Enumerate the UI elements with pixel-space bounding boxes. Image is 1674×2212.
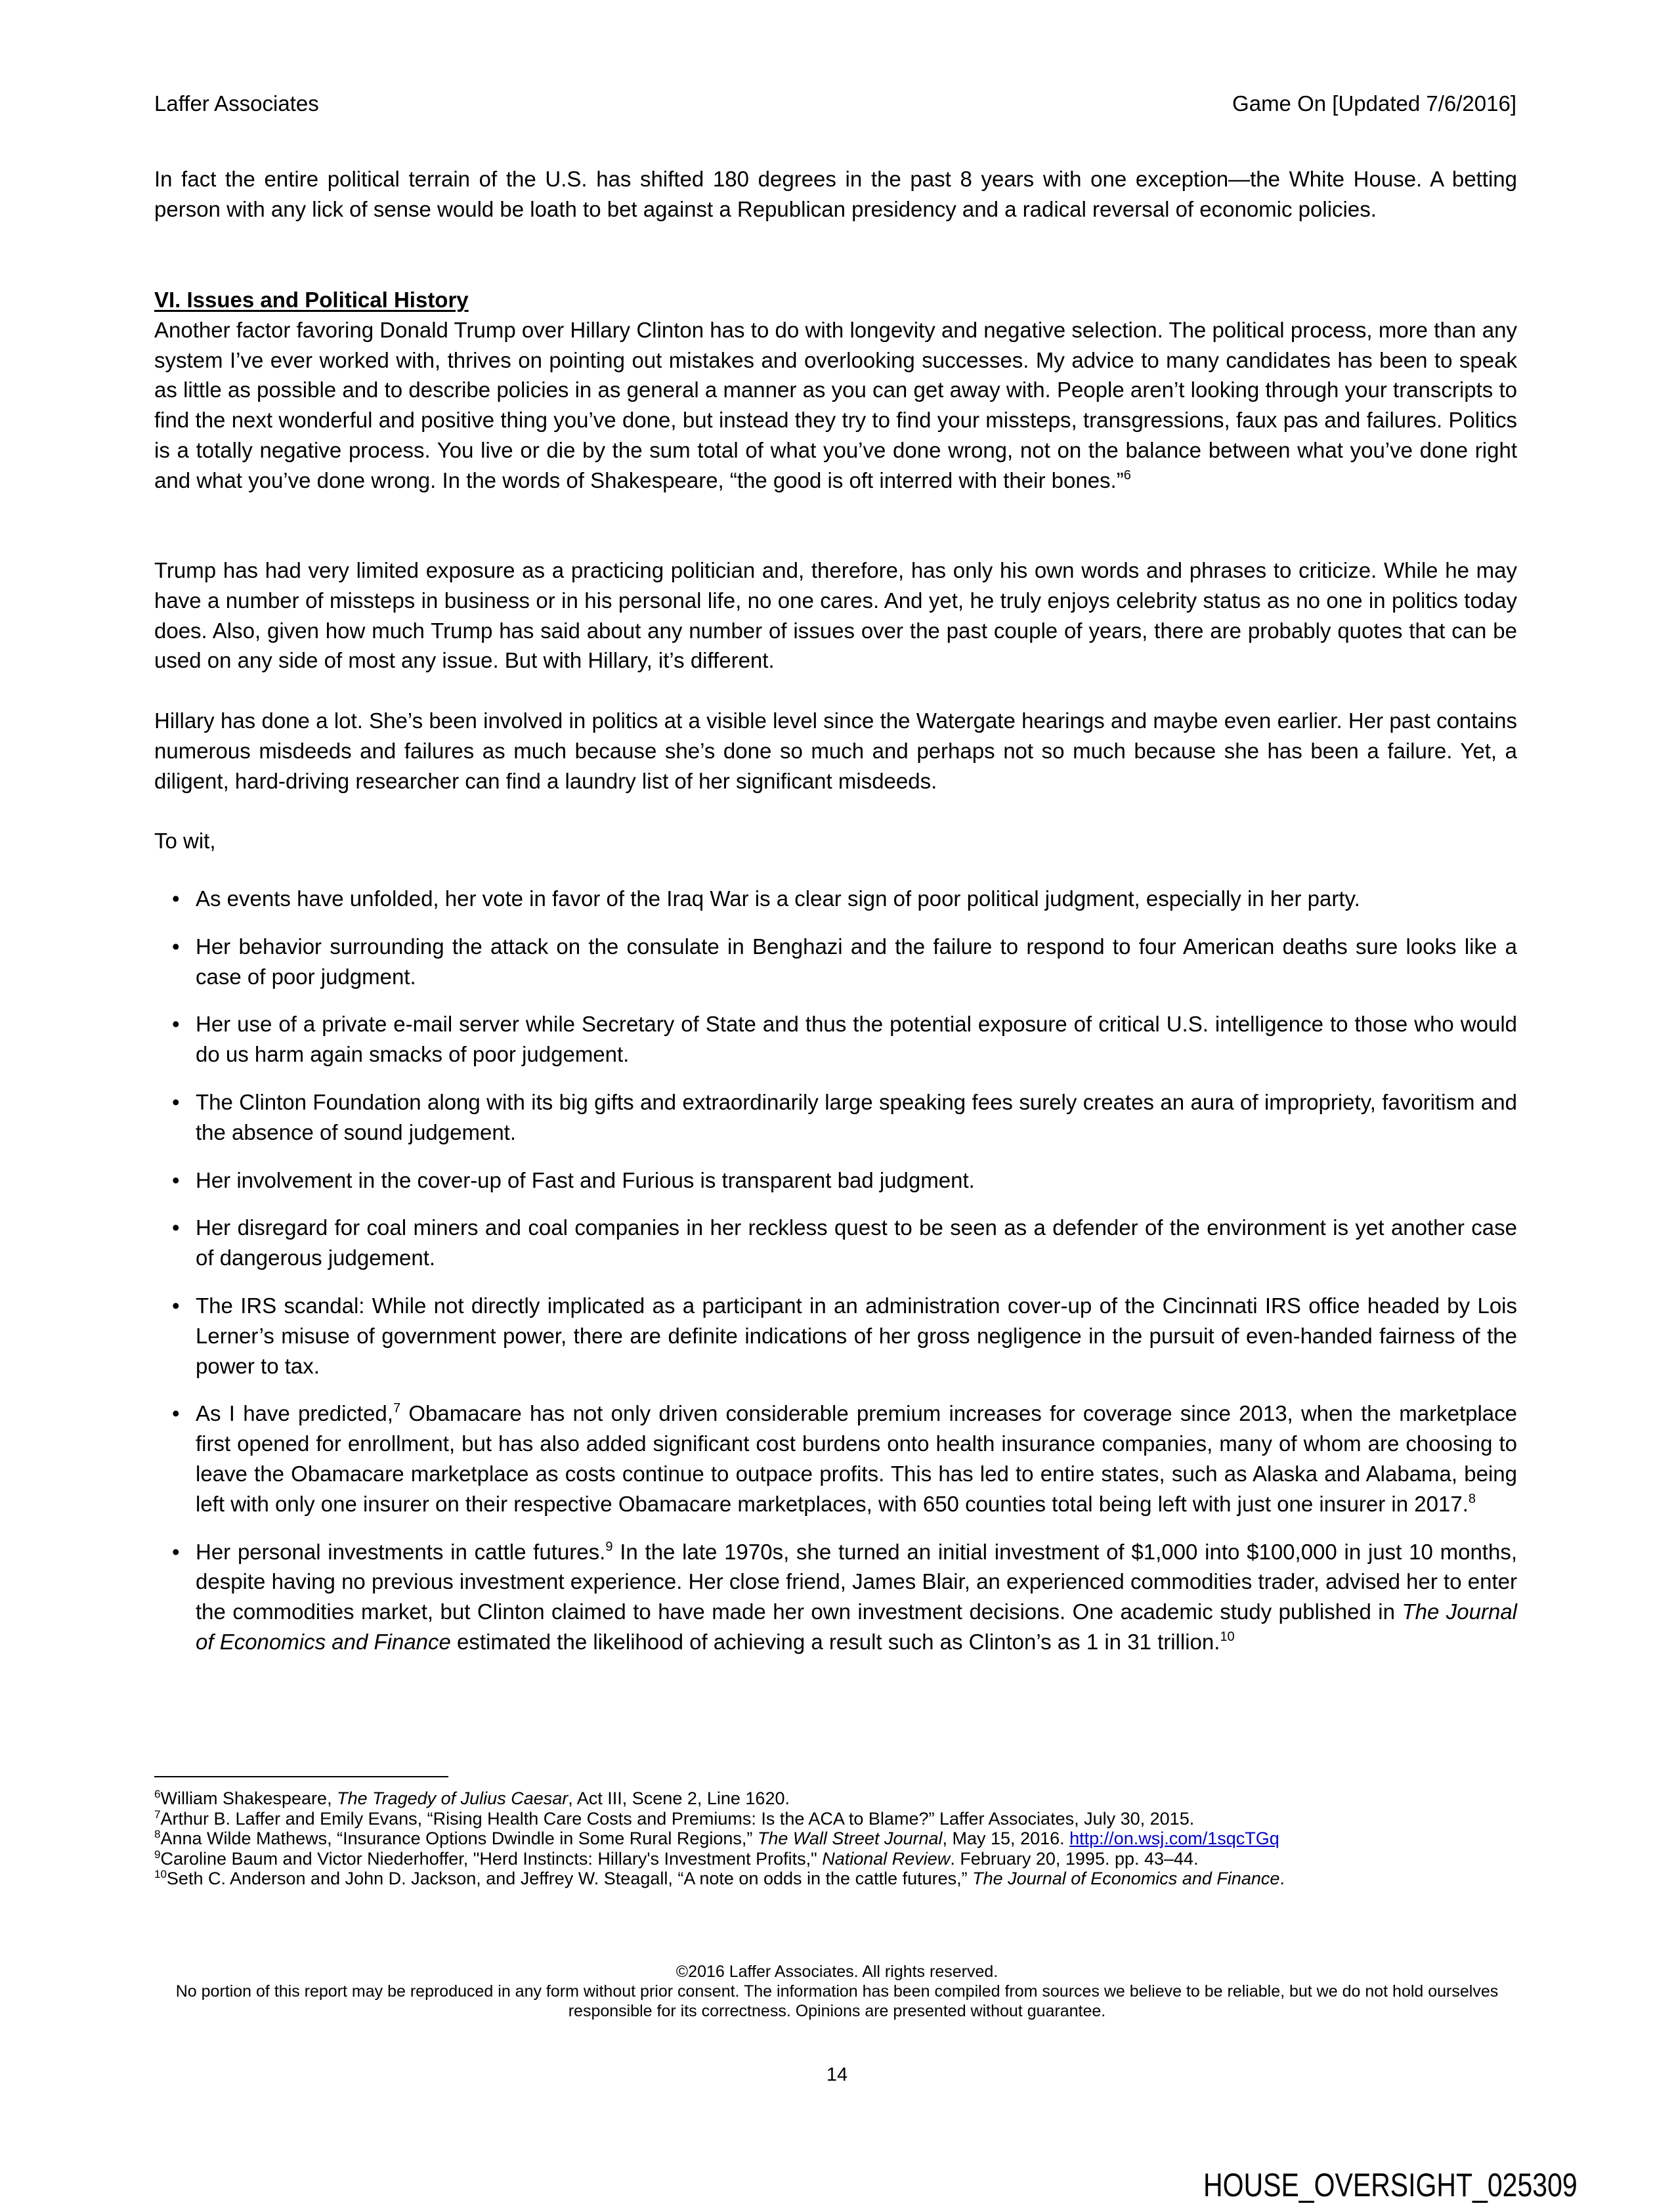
list-item — [154, 1087, 1517, 1148]
bullet-dot-icon: • — [172, 1089, 180, 1114]
page-footer — [0, 1962, 1674, 2021]
footnote-text: William Shakespeare, — [160, 1789, 337, 1808]
list-item-text: In the late 1970s, she turned an initial investment of $1,000 into $100,000 in just 10 months, despite having no previous investment experience. Her close friend, James Blair, an experienced commodities trader, advised her to enter the commodities market, but Clinton claimed to have made her own investment decisions. One academic study published in — [196, 1539, 1517, 1624]
paragraph-longevity — [154, 315, 1517, 496]
footnote-6 — [154, 1789, 1517, 1809]
section-issues-political-history — [154, 285, 1517, 496]
paragraph-longevity-text: Another factor favoring Donald Trump over Hillary Clinton has to do with longevity and negative selection. The political process, more than any system I’ve ever worked with, thrives on pointing out mistakes and overlooking successes. My advice to many candidates has been to speak as little as possible and to describe policies in as general a manner as you can get away with. People aren’t looking through your transcripts to find the next wonderful and positive thing you’ve done, but instead they try to find your missteps, transgressions, faux pas and failures. Politics is a totally negative process. You live or die by the sum total of what you’ve done wrong, not on the balance between what you’ve done right and what you’ve done wrong. In the words of Shakespeare, “the good is oft interred with their bones.” — [154, 317, 1517, 492]
bullet-dot-icon: • — [172, 1167, 180, 1192]
paragraph-trump-exposure-text: Trump has had very limited exposure as a practicing politician and, therefore, has only his own words and phrases to criticize. While he may have a number of missteps in business or in his personal life, no one cares. And yet, he truly enjoys celebrity status as no one in politics today does. Also, given how much Trump has said about any number of issues over the past couple of years, there are probably quotes that can be used on any side of most any issue. But with Hillary, it’s different. — [154, 558, 1517, 673]
list-item-text: estimated the likelihood of achieving a result such as Clinton’s as 1 in 31 trillion. — [450, 1629, 1220, 1654]
footnote-text: Caroline Baum and Victor Niederhoffer, "Herd Instincts: Hillary's Investment Profits," — [160, 1848, 823, 1869]
footnote-italic: The Tragedy of Julius Caesar — [337, 1789, 569, 1808]
footnote-text: . February 20, 1995. pp. 43–44. — [950, 1848, 1199, 1869]
footnote-italic: National Review — [822, 1848, 951, 1869]
bullet-dot-icon: • — [172, 934, 180, 959]
footnote-text: Seth C. Anderson and John D. Jackson, and Jeffrey W. Steagall, “A note on odds in the cattle futures,” — [166, 1869, 973, 1888]
intro-paragraph — [154, 164, 1517, 225]
footnote-ref-6[interactable]: 6 — [1123, 467, 1131, 483]
footnote-number: 8 — [154, 1828, 161, 1840]
list-item — [154, 1009, 1517, 1070]
page-number: 14 — [826, 2064, 848, 2085]
paragraph-hillary-record-text: Hillary has done a lot. She’s been involved in politics at a visible level since the Watergate hearings and maybe even earlier. Her past contains numerous misdeeds and failures as much because she’s done so much and perhaps not so much because she has been a failure. Yet, a diligent, hard-driving researcher can find a laundry list of her significant misdeeds. — [154, 708, 1517, 793]
list-item — [154, 884, 1517, 914]
list-item-text: Her disregard for coal miners and coal companies in her reckless quest to be seen as a defender of the environment is yet another case of dangerous judgement. — [196, 1215, 1517, 1270]
list-item-text: Her personal investments in cattle futures. — [196, 1539, 606, 1564]
header-company: Laffer Associates — [154, 91, 319, 116]
footnote-ref-9[interactable]: 9 — [605, 1539, 613, 1554]
bates-number: HOUSE_OVERSIGHT_025309 — [1203, 2167, 1577, 2203]
footnote-10 — [154, 1869, 1517, 1889]
journal-title: The Journal of Economics and Finance — [196, 1599, 1517, 1654]
footnote-ref-7[interactable]: 7 — [393, 1401, 401, 1416]
footnote-italic: The Journal of Economics and Finance — [972, 1869, 1280, 1888]
footnote-text: , Act III, Scene 2, Line 1620. — [568, 1789, 790, 1808]
section-heading: VI. Issues and Political History — [154, 288, 469, 312]
footnote-italic: The Wall Street Journal — [757, 1829, 943, 1848]
bullet-dot-icon: • — [172, 886, 180, 911]
footnote-9 — [154, 1849, 1517, 1869]
list-item-text: Obamacare has not only driven considerable premium increases for coverage since 2013, when the marketplace first opened for enrollment, but has also added significant cost burdens onto health insurance companies, many of whom are choosing to leave the Obamacare marketplace as costs continue to outpace profits. This has led to entire states, such as Alaska and Alabama, being left with only one insurer on their respective Obamacare marketplaces, with 650 counties total being left with just one insurer in 2017. — [196, 1401, 1518, 1516]
footnote-number: 10 — [154, 1868, 167, 1880]
list-item — [154, 1399, 1517, 1519]
list-item-text: Her behavior surrounding the attack on the consulate in Benghazi and the failure to respond to four American deaths sure looks like a case of poor judgment. — [196, 934, 1517, 989]
list-item — [154, 1165, 1517, 1196]
list-item-text: Her use of a private e-mail server while Secretary of State and thus the potential exposure of critical U.S. intelligence to those who would do us harm again smacks of poor judgement. — [196, 1012, 1517, 1067]
bullet-dot-icon: • — [172, 1539, 180, 1564]
wsj-link[interactable]: http://on.wsj.com/1sqcTGq — [1069, 1829, 1279, 1848]
list-item — [154, 1537, 1517, 1657]
footnote-text: Anna Wilde Mathews, “Insurance Options Dwindle in Some Rural Regions,” — [160, 1829, 758, 1848]
paragraph-to-wit-text: To wit, — [154, 829, 216, 853]
paragraph-to-wit — [154, 826, 1517, 856]
footnote-number: 7 — [154, 1808, 161, 1821]
list-item-text: The IRS scandal: While not directly implicated as a participant in an administration cover-up of the Cincinnati IRS office headed by Lois Lerner’s misuse of government power, there are definite indications of her gross negligence in the pursuit of even-handed fairness of the power to tax. — [196, 1293, 1517, 1378]
disclaimer: No portion of this report may be reproduced in any form without prior consent. The information has been compiled from sources we believe to be reliable, but we do not hold ourselves responsible for its correctness. Opinions are presented without guarantee. — [175, 1982, 1499, 2020]
list-item-text: The Clinton Foundation along with its big gifts and extraordinarily large speaking fees surely creates an aura of impropriety, favoritism and the absence of sound judgement. — [196, 1089, 1517, 1144]
bullet-dot-icon: • — [172, 1401, 180, 1426]
list-item — [154, 1291, 1517, 1381]
bullet-dot-icon: • — [172, 1012, 180, 1037]
footnote-7 — [154, 1809, 1517, 1829]
intro-paragraph-text: In fact the entire political terrain of the U.S. has shifted 180 degrees in the past 8 years with one exception—the White House. A betting person with any lick of sense would be loath to bet against a Republican presidency and a radical reversal of economic policies. — [154, 167, 1517, 221]
footnote-ref-10[interactable]: 10 — [1220, 1629, 1235, 1644]
footnote-8 — [154, 1829, 1517, 1849]
footnote-text: , May 15, 2016. — [942, 1829, 1070, 1848]
list-item — [154, 932, 1517, 992]
list-item — [154, 1213, 1517, 1273]
footnote-text: Arthur B. Laffer and Emily Evans, “Rising Health Care Costs and Premiums: Is the ACA to Blame?” Laffer Associates, July 30, 2015. — [160, 1808, 1195, 1829]
bullet-dot-icon: • — [172, 1215, 180, 1240]
list-item-text: As I have predicted, — [196, 1401, 393, 1426]
footnote-text: . — [1279, 1869, 1285, 1888]
copyright-notice: ©2016 Laffer Associates. All rights reserved. — [676, 1963, 998, 1981]
footnote-number: 6 — [154, 1788, 161, 1800]
footnotes — [154, 1789, 1517, 1889]
footnote-number: 9 — [154, 1848, 161, 1861]
misdeeds-bullet-list — [154, 884, 1517, 1675]
bullet-dot-icon: • — [172, 1293, 180, 1318]
header-document-title: Game On [Updated 7/6/2016] — [1232, 91, 1516, 116]
footnote-ref-8[interactable]: 8 — [1468, 1491, 1476, 1506]
footnote-separator — [154, 1776, 448, 1777]
paragraph-trump-exposure — [154, 555, 1517, 676]
list-item-text: Her involvement in the cover-up of Fast and Furious is transparent bad judgment. — [196, 1167, 975, 1192]
paragraph-hillary-record — [154, 706, 1517, 796]
list-item-text: As events have unfolded, her vote in favor of the Iraq War is a clear sign of poor political judgment, especially in her party. — [196, 886, 1360, 911]
